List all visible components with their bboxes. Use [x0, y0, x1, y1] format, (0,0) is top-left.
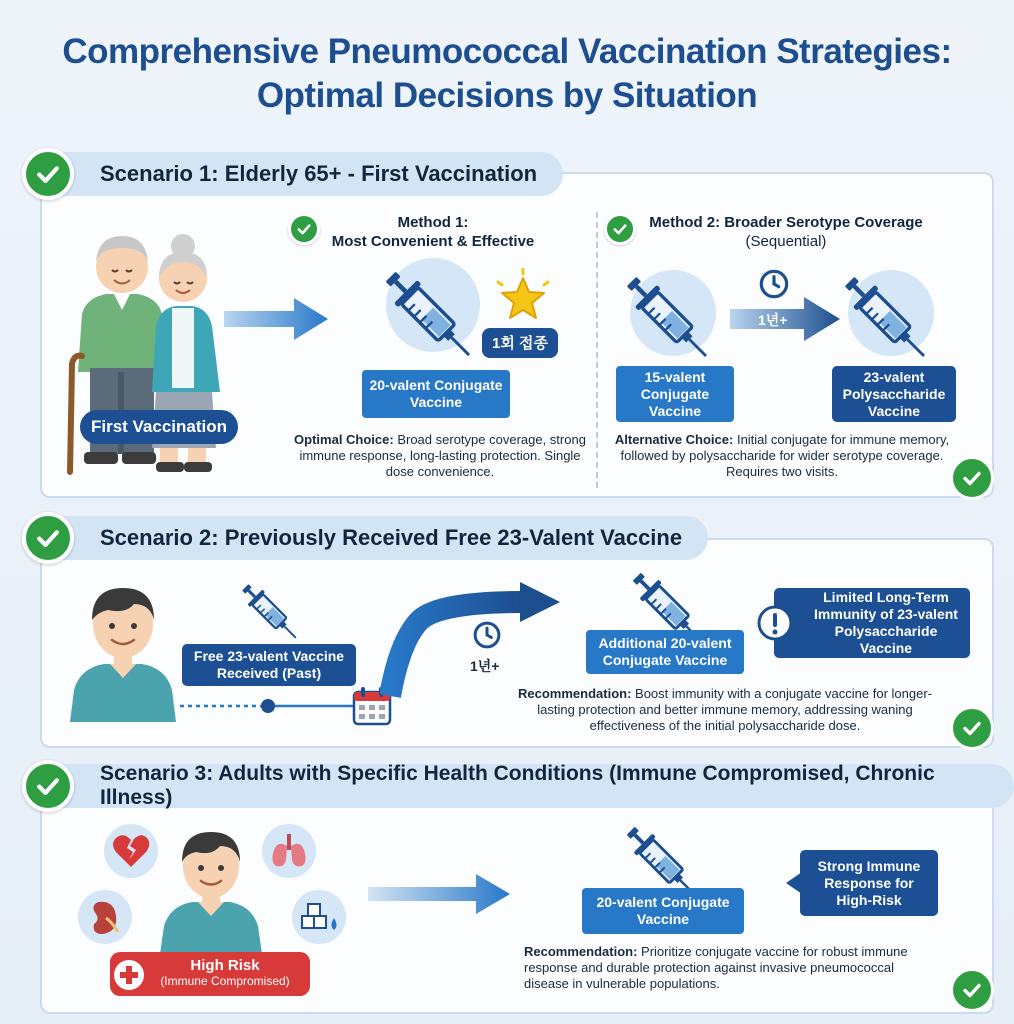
- scenario-1-corner-check-icon: [950, 456, 994, 500]
- scenario-2-check-icon: [22, 512, 74, 564]
- method-1-desc-text: Broad serotype coverage, strong immune response, long-lasting protection. Single dose convenience.: [299, 432, 586, 479]
- scenario-3-vaccine-label: 20-valent Conjugate Vaccine: [582, 888, 744, 934]
- arrow-right-icon: [224, 296, 330, 342]
- broken-heart-icon: [102, 822, 160, 880]
- arrow-right-icon: [368, 872, 512, 916]
- method-2-vaccine-a-label: 15-valent Conjugate Vaccine: [616, 366, 734, 422]
- title-line-1: Comprehensive Pneumococcal Vaccination Strategies:: [62, 32, 952, 71]
- kidney-icon: [76, 888, 134, 946]
- method-divider: [596, 212, 598, 488]
- method-2-description: [612, 432, 952, 480]
- warning-callout: [774, 588, 970, 658]
- high-risk-line-1: High Risk: [190, 957, 260, 974]
- medical-cross-icon: [112, 958, 146, 992]
- interval-label: 1년+: [470, 658, 500, 674]
- method-1-title-line-2: Most Convenient & Effective: [331, 233, 535, 250]
- clock-icon: [472, 620, 502, 650]
- method-1-description: [290, 432, 590, 480]
- method-2-desc-text: Initial conjugate for immune memory, followed by polysaccharide for wider serotype coverage. Requires two visits.: [620, 432, 950, 479]
- warning-callout-text: Limited Long-Term Immunity of 23-valent Polysaccharide Vaccine: [814, 589, 958, 656]
- method-1-title-line-1: Method 1:: [397, 214, 469, 231]
- scenario-1-check-icon: [22, 148, 74, 200]
- callout-pointer: [786, 872, 802, 894]
- page-title: [0, 30, 1014, 118]
- method-1-check-icon: [288, 213, 320, 245]
- past-vaccine-label: Free 23-valent Vaccine Received (Past): [182, 644, 356, 686]
- syringe-icon: [830, 262, 942, 374]
- single-dose-badge: 1회 접종: [482, 328, 558, 358]
- method-1-vaccine-label: 20-valent Conjugate Vaccine: [362, 370, 510, 418]
- scenario-3-desc-text: Prioritize conjugate vaccine for robust immune response and durable protection against invasive pneumococcal disease in vulnerable populations.: [524, 944, 908, 991]
- method-2-title-line-1: Method 2: Broader Serotype Coverage: [649, 214, 923, 231]
- scenario-1-title: Scenario 1: Elderly 65+ - First Vaccination: [38, 152, 563, 196]
- method-2-vaccine-b-label: 23-valent Polysaccharide Vaccine: [832, 366, 956, 422]
- scenario-3-desc-bold: Recommendation:: [524, 944, 638, 959]
- scenario-2-desc-text: Boost immunity with a conjugate vaccine for longer-lasting protection and better immune memory, addressing waning effectiveness of the initial polysaccharide dose.: [537, 686, 932, 733]
- additional-vaccine-label: Additional 20-valent Conjugate Vaccine: [586, 630, 744, 674]
- syringe-icon: [612, 262, 724, 374]
- sugar-cubes-icon: [290, 888, 348, 946]
- interval-label: 1년+: [758, 312, 788, 328]
- person-icon: [64, 580, 182, 722]
- high-risk-line-2: (Immune Compromised): [160, 974, 290, 988]
- scenario-2-desc-bold: Recommendation:: [518, 686, 632, 701]
- scenario-2-description: [500, 686, 950, 734]
- scenario-3-corner-check-icon: [950, 968, 994, 1012]
- method-2-check-icon: [604, 213, 636, 245]
- syringe-icon: [232, 574, 308, 650]
- scenario-3-title: Scenario 3: Adults with Specific Health Conditions (Immune Compromised, Chronic Illness): [38, 764, 1014, 808]
- star-icon: [492, 268, 554, 330]
- lungs-icon: [260, 822, 318, 880]
- strong-response-callout: Strong Immune Response for High-Risk: [800, 850, 938, 916]
- syringe-icon: [370, 256, 488, 374]
- method-1-title: [318, 213, 548, 251]
- warning-icon: [756, 604, 794, 642]
- scenario-2-corner-check-icon: [950, 706, 994, 750]
- method-2-title: [636, 213, 936, 251]
- person-icon: [156, 826, 266, 954]
- scenario-3-check-icon: [22, 760, 74, 812]
- method-1-desc-bold: Optimal Choice:: [294, 432, 394, 447]
- first-vaccination-badge: First Vaccination: [80, 410, 238, 444]
- scenario-3-description: [524, 944, 914, 992]
- title-line-2: Optimal Decisions by Situation: [256, 76, 758, 115]
- method-2-title-line-2: (Sequential): [745, 233, 827, 250]
- scenario-2-title: Scenario 2: Previously Received Free 23-Valent Vaccine: [38, 516, 708, 560]
- method-2-desc-bold: Alternative Choice:: [614, 432, 734, 447]
